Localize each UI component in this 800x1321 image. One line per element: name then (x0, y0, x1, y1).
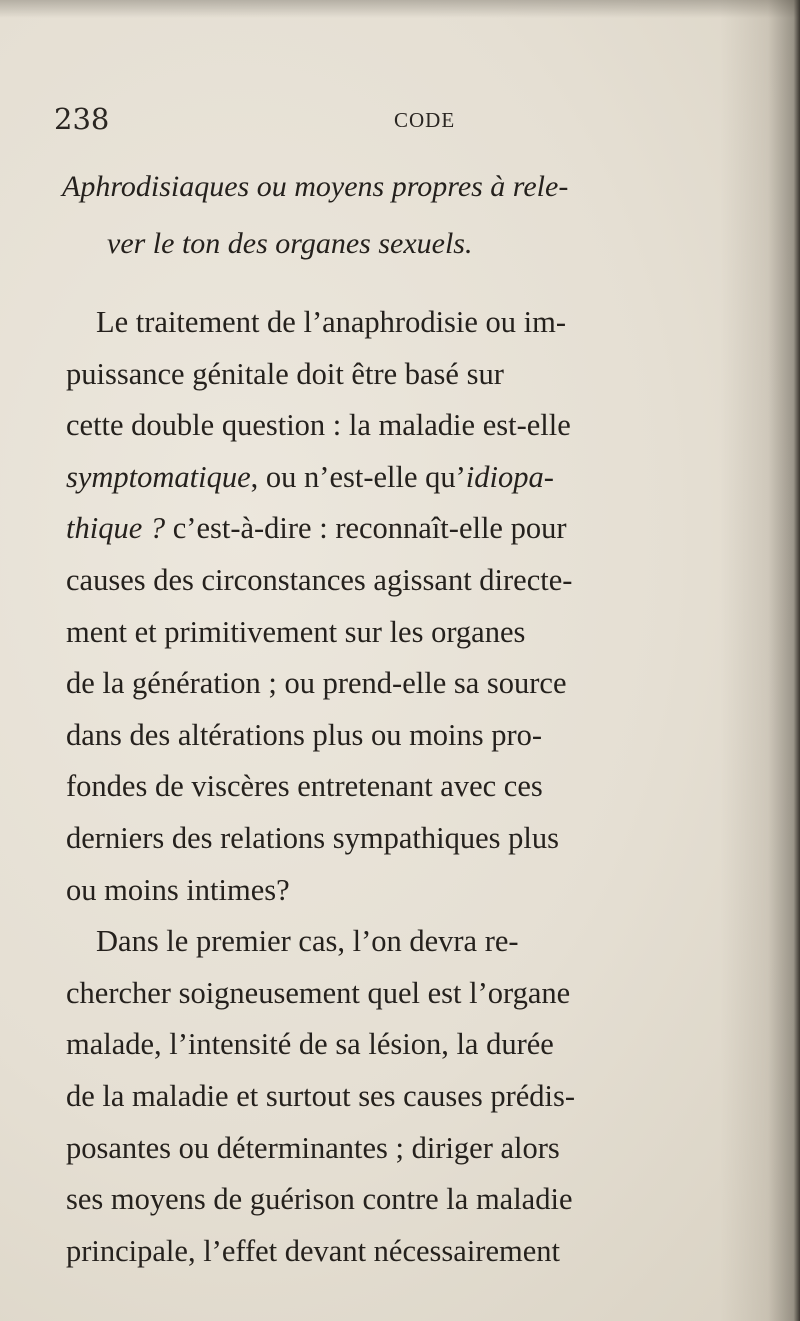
text-line: posantes ou déterminantes ; diriger alors (66, 1130, 560, 1165)
italic-term: idiopa- (465, 459, 554, 494)
body-text (66, 297, 756, 1277)
text-line: Dans le premier cas, l’on devra re- (96, 924, 519, 959)
text-line: dans des altérations plus ou moins pro- (66, 717, 543, 752)
title-line-1: Aphrodisiaques ou moyens propres à rele- (62, 170, 569, 203)
text-line: chercher soigneusement quel est l’organe (66, 975, 571, 1010)
text-line: ou moins intimes? (66, 872, 290, 907)
title-line-2: ver le ton des organes sexuels. (107, 227, 473, 260)
text-line: malade, l’intensité de sa lésion, la durée (66, 1027, 554, 1062)
text-line: puissance génitale doit être basé sur (66, 356, 504, 391)
italic-term: symptomatique (66, 459, 251, 494)
text-line (66, 503, 756, 555)
text-line: causes des circonstances agissant directe- (66, 562, 573, 597)
text-segment: c’est-à-dire : reconnaît-elle pour (165, 511, 567, 546)
text-line: Le traitement de l’anaphrodisie ou im- (96, 305, 567, 339)
text-line: principale, l’effet devant nécessairement (66, 1233, 560, 1268)
text-line: de la maladie et surtout ses causes prédis- (66, 1078, 576, 1113)
section-title (62, 158, 752, 272)
text-line: derniers des relations sympathiques plus (66, 820, 559, 855)
running-head: CODE (394, 108, 456, 132)
text-line: de la génération ; ou prend-elle sa source (66, 666, 567, 701)
top-edge-shadow (0, 0, 800, 18)
text-line: ment et primitivement sur les organes (66, 614, 526, 649)
text-segment: , ou n’est-elle qu’ (250, 459, 466, 494)
text-line (66, 452, 756, 504)
text-line: fondes de viscères entretenant avec ces (66, 769, 543, 804)
page-number: 238 (54, 102, 110, 136)
binding-edge-shadow (720, 0, 800, 1321)
text-line: ses moyens de guérison contre la maladie (66, 1182, 573, 1217)
page-header (54, 102, 744, 142)
italic-term: thique ? (66, 511, 166, 546)
text-line: cette double question : la maladie est-elle (66, 408, 571, 443)
